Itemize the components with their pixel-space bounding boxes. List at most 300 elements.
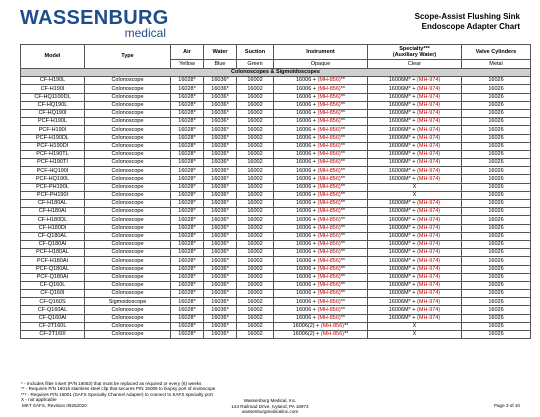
cell-type: Colonoscope [85,109,171,117]
col-header-specialty [368,45,462,60]
specialty-adapter-code: (MH-974) [417,200,441,207]
table-row [21,265,531,273]
col-header-water: Water [204,45,237,60]
cell-specialty [368,101,462,109]
instrument-part: 16006 + [295,77,318,84]
cell-type: Colonoscope [85,290,171,298]
instrument-part: 16006 + [295,224,318,231]
cell-valve: 16026 [462,175,531,183]
cell-type: Colonoscope [85,200,171,208]
specialty-part: 16006M* + [388,298,418,305]
cell-model: CF-Q160AI [21,314,85,322]
instrument-adapter-code: (MH-856) [317,298,341,305]
table-row [21,224,531,232]
cell-valve: 16026 [462,109,531,117]
cell-type: Sigmoidoscope [85,298,171,306]
cell-water: 16036* [204,126,237,134]
cell-suction: 16002 [237,183,274,191]
instrument-note-mark: ** [340,93,346,100]
cell-model: CF-Q180AI [21,240,85,248]
instrument-part: 16006 + [295,102,318,109]
specialty-part: 16006M* + [388,200,418,207]
cell-water: 16036* [204,150,237,158]
cell-instrument [274,109,368,117]
specialty-part: 16006M* + [388,118,418,125]
cell-valve: 16026 [462,322,531,330]
cell-specialty [368,183,462,191]
instrument-adapter-code: (MH-856) [317,175,341,182]
cell-valve: 16026 [462,85,531,93]
specialty-adapter-code: (MH-974) [417,208,441,215]
specialty-part: 16006M* + [388,224,418,231]
cell-type: Colonoscope [85,240,171,248]
cell-model: CF-H180AL [21,200,85,208]
cell-water: 16036* [204,134,237,142]
cell-air: 16028* [171,77,204,85]
cell-air: 16028* [171,126,204,134]
company-name: Wassenburg Medical, Inc. [243,398,297,403]
adapter-table [20,44,531,339]
cell-type: Colonoscope [85,126,171,134]
instrument-note-mark: ** [340,151,346,158]
cell-instrument [274,306,368,314]
specialty-adapter-code: (MH-974) [417,224,441,231]
instrument-note-mark: ** [340,159,346,166]
specialty-part: 16006M* + [388,241,418,248]
instrument-part: 16006(2) + [292,323,321,330]
instrument-adapter-code: (MH-856) [317,77,341,84]
cell-type: Colonoscope [85,175,171,183]
instrument-adapter-code: (MH-856) [317,183,341,190]
specialty-adapter-code: (MH-974) [417,159,441,166]
col-header-air: Air [171,45,204,60]
cell-suction: 16002 [237,167,274,175]
cell-water: 16036* [204,109,237,117]
cell-air: 16028* [171,240,204,248]
cell-air: 16028* [171,331,204,339]
cell-instrument [274,126,368,134]
instrument-part: 16006 + [295,134,318,141]
instrument-adapter-code: (MH-856) [317,151,341,158]
cell-suction: 16002 [237,126,274,134]
instrument-part: 16006 + [295,241,318,248]
instrument-part: 16006 + [295,208,318,215]
table-row [21,175,531,183]
cell-water: 16036* [204,281,237,289]
instrument-note-mark: ** [340,241,346,248]
instrument-adapter-code: (MH-856) [317,85,341,92]
table-row [21,240,531,248]
instrument-note-mark: ** [340,142,346,149]
instrument-part: 16006 + [295,159,318,166]
instrument-adapter-code: (MH-856) [317,126,341,133]
cell-air: 16028* [171,290,204,298]
company-website: wassenburgmedicalinc.com [241,409,299,414]
instrument-adapter-code: (MH-856) [317,273,341,280]
cell-type: Colonoscope [85,85,171,93]
cell-suction: 16002 [237,118,274,126]
instrument-adapter-code: (MH-856) [317,224,341,231]
cell-model: PCF-H190TI [21,159,85,167]
instrument-note-mark: ** [340,175,346,182]
cell-type: Colonoscope [85,159,171,167]
specialty-adapter-code: (MH-974) [417,142,441,149]
cell-specialty [368,265,462,273]
cell-suction: 16002 [237,150,274,158]
table-row [21,167,531,175]
table-row [21,216,531,224]
cell-specialty [368,200,462,208]
instrument-note-mark: ** [340,314,346,321]
cell-suction: 16002 [237,265,274,273]
cell-type: Colonoscope [85,93,171,101]
cell-air: 16028* [171,93,204,101]
cell-suction: 16002 [237,93,274,101]
instrument-part: 16006(2) + [292,331,321,338]
instrument-adapter-code: (MH-856) [320,323,345,330]
specialty-adapter-code: (MH-974) [417,167,441,174]
instrument-note-mark: ** [340,233,346,240]
cell-specialty [368,216,462,224]
cell-water: 16036* [204,142,237,150]
cell-instrument [274,257,368,265]
company-logo [20,8,170,39]
cell-specialty [368,298,462,306]
cell-suction: 16002 [237,159,274,167]
section-header-row [21,69,531,77]
cell-valve: 16026 [462,298,531,306]
cell-air: 16028* [171,142,204,150]
specialty-adapter-code: (MH-974) [417,306,441,313]
subheader-water: Blue [204,60,237,69]
cell-model: CF-H180DI [21,224,85,232]
not-applicable-mark: X [412,331,417,338]
cell-instrument [274,216,368,224]
cell-specialty [368,290,462,298]
cell-instrument [274,93,368,101]
page-title [415,12,520,32]
cell-specialty [368,224,462,232]
cell-valve: 16026 [462,167,531,175]
cell-water: 16036* [204,265,237,273]
instrument-part: 16006 + [295,282,318,289]
cell-air: 16028* [171,183,204,191]
cell-suction: 16002 [237,85,274,93]
instrument-note-mark: ** [340,110,346,117]
table-row [21,298,531,306]
instrument-note-mark: ** [340,290,346,297]
title-line-2: Endoscope Adapter Chart [421,22,520,31]
cell-air: 16028* [171,232,204,240]
cell-model: CF-Q160I [21,290,85,298]
cell-type: Colonoscope [85,224,171,232]
cell-type: Colonoscope [85,331,171,339]
cell-specialty [368,142,462,150]
instrument-adapter-code: (MH-856) [317,93,341,100]
cell-specialty [368,306,462,314]
instrument-part: 16006 + [295,273,318,280]
cell-instrument [274,134,368,142]
cell-specialty [368,257,462,265]
instrument-adapter-code: (MH-856) [317,241,341,248]
cell-water: 16036* [204,314,237,322]
cell-water: 16036* [204,232,237,240]
specialty-part: 16006M* + [388,265,418,272]
cell-specialty [368,167,462,175]
cell-model: CF-HQ190I [21,109,85,117]
cell-type: Colonoscope [85,265,171,273]
table-row [21,118,531,126]
footnote: ** - Requires P/N 16015 stainless steel clip that secures P/N 16006 to biopsy port of endoscope [21,386,216,392]
cell-specialty [368,249,462,257]
specialty-part: 16006M* + [388,110,418,117]
cell-model: PCF-H190L [21,118,85,126]
cell-suction: 16002 [237,216,274,224]
cell-air: 16028* [171,175,204,183]
cell-water: 16036* [204,85,237,93]
specialty-adapter-code: (MH-974) [417,126,441,133]
specialty-adapter-code: (MH-974) [417,265,441,272]
cell-air: 16028* [171,134,204,142]
cell-instrument [274,200,368,208]
instrument-note-mark: ** [340,224,346,231]
specialty-part: 16006M* + [388,159,418,166]
cell-suction: 16002 [237,257,274,265]
instrument-part: 16006 + [295,257,318,264]
specialty-title: Specialty*** [399,45,430,52]
table-row [21,208,531,216]
instrument-note-mark: ** [340,298,346,305]
cell-air: 16028* [171,265,204,273]
cell-water: 16036* [204,240,237,248]
cell-suction: 16002 [237,240,274,248]
instrument-adapter-code: (MH-856) [317,118,341,125]
instrument-part: 16006 + [295,167,318,174]
specialty-adapter-code: (MH-974) [417,118,441,125]
instrument-part: 16006 + [295,93,318,100]
footnote: X - not applicable [21,397,57,403]
cell-air: 16028* [171,281,204,289]
cell-specialty [368,126,462,134]
specialty-part: 16006M* + [388,175,418,182]
instrument-adapter-code: (MH-856) [317,314,341,321]
cell-specialty [368,134,462,142]
cell-valve: 16026 [462,224,531,232]
cell-model: CF-HQ1100DL [21,93,85,101]
instrument-adapter-code: (MH-856) [317,216,341,223]
subheader-valve: Metal [462,60,531,69]
table-row [21,93,531,101]
cell-instrument [274,273,368,281]
col-header-valve: Valve Cylinders [462,45,531,60]
cell-instrument [274,265,368,273]
instrument-adapter-code: (MH-856) [317,282,341,289]
company-address: 144 Railroad Drive, Ivyland, PA 18974 [231,403,309,409]
cell-air: 16028* [171,150,204,158]
cell-type: Colonoscope [85,183,171,191]
cell-model: PCF-H180AL [21,249,85,257]
cell-air: 16028* [171,159,204,167]
table-header-row [21,45,531,60]
cell-specialty [368,232,462,240]
cell-suction: 16002 [237,208,274,216]
cell-suction: 16002 [237,191,274,199]
page-number: Page 3 of 10 [493,403,520,408]
footnote: * - Includes filter insert (P/N 16053) that must be replaced as required or every (6) weeks [21,381,202,386]
instrument-adapter-code: (MH-856) [317,233,341,240]
cell-air: 16028* [171,200,204,208]
cell-water: 16036* [204,224,237,232]
specialty-adapter-code: (MH-974) [417,257,441,264]
cell-instrument [274,77,368,85]
subheader-instrument: Opaque [274,60,368,69]
cell-type: Colonoscope [85,281,171,289]
cell-air: 16028* [171,85,204,93]
cell-valve: 16026 [462,314,531,322]
cell-instrument [274,290,368,298]
cell-water: 16036* [204,191,237,199]
not-applicable-mark: X [412,323,417,330]
cell-model: PCF-HQ190L [21,175,85,183]
cell-air: 16028* [171,216,204,224]
cell-valve: 16026 [462,232,531,240]
instrument-note-mark: ** [340,183,346,190]
instrument-note-mark: ** [344,331,349,338]
cell-water: 16036* [204,290,237,298]
cell-model: PCF-H190I [21,126,85,134]
table-row [21,232,531,240]
specialty-part: 16006M* + [388,126,418,133]
cell-type: Colonoscope [85,167,171,175]
table-row [21,281,531,289]
cell-water: 16036* [204,118,237,126]
cell-specialty [368,77,462,85]
revision-label: MKT SAFS, Revision 09252020 [22,403,87,408]
cell-instrument [274,224,368,232]
specialty-adapter-code: (MH-974) [417,216,441,223]
table-row [21,290,531,298]
cell-water: 16036* [204,298,237,306]
cell-specialty [368,208,462,216]
cell-model: PCF-PH190L [21,183,85,191]
cell-air: 16028* [171,118,204,126]
cell-instrument [274,240,368,248]
section-title: Colonoscopes & Sigmoidoscopes [21,69,531,77]
cell-model: CF-Q160L [21,281,85,289]
instrument-part: 16006 + [295,183,318,190]
cell-water: 16036* [204,101,237,109]
specialty-adapter-code: (MH-974) [417,241,441,248]
specialty-adapter-code: (MH-974) [417,93,441,100]
cell-air: 16028* [171,249,204,257]
instrument-note-mark: ** [340,306,346,313]
instrument-adapter-code: (MH-856) [317,306,341,313]
cell-model: PCF-H190DL [21,134,85,142]
specialty-part: 16006M* + [388,216,418,223]
specialty-adapter-code: (MH-974) [417,249,441,256]
cell-model: PCF-H190TL [21,150,85,158]
table-row [21,331,531,339]
cell-valve: 16026 [462,290,531,298]
cell-model: CF-2T160L [21,322,85,330]
cell-model: CF-H180AI [21,208,85,216]
cell-instrument [274,85,368,93]
cell-valve: 16026 [462,331,531,339]
table-row [21,85,531,93]
cell-suction: 16002 [237,249,274,257]
specialty-adapter-code: (MH-974) [417,314,441,321]
table-row [21,200,531,208]
specialty-adapter-code: (MH-974) [417,134,441,141]
specialty-adapter-code: (MH-974) [417,77,441,84]
table-row [21,77,531,85]
specialty-part: 16006M* + [388,273,418,280]
cell-air: 16028* [171,101,204,109]
instrument-part: 16006 + [295,175,318,182]
instrument-note-mark: ** [340,85,346,92]
instrument-adapter-code: (MH-856) [317,110,341,117]
cell-water: 16036* [204,216,237,224]
cell-air: 16028* [171,298,204,306]
cell-water: 16036* [204,159,237,167]
cell-valve: 16026 [462,126,531,134]
specialty-adapter-code: (MH-974) [417,273,441,280]
cell-instrument [274,232,368,240]
cell-specialty [368,118,462,126]
cell-specialty [368,85,462,93]
table-row [21,191,531,199]
instrument-part: 16006 + [295,192,318,199]
cell-specialty [368,93,462,101]
instrument-adapter-code: (MH-856) [317,249,341,256]
col-header-instrument: Instrument [274,45,368,60]
specialty-adapter-code: (MH-974) [417,298,441,305]
instrument-adapter-code: (MH-856) [317,290,341,297]
specialty-part: 16006M* + [388,151,418,158]
specialty-part: 16006M* + [388,257,418,264]
cell-air: 16028* [171,314,204,322]
instrument-note-mark: ** [340,134,346,141]
table-row [21,159,531,167]
specialty-adapter-code: (MH-974) [417,110,441,117]
cell-instrument [274,167,368,175]
cell-specialty [368,314,462,322]
specialty-part: 16006M* + [388,167,418,174]
instrument-adapter-code: (MH-856) [317,167,341,174]
cell-type: Colonoscope [85,150,171,158]
cell-model: PCF-Q180AI [21,273,85,281]
instrument-part: 16006 + [295,126,318,133]
table-row [21,257,531,265]
cell-valve: 16026 [462,273,531,281]
table-row [21,134,531,142]
instrument-part: 16006 + [295,216,318,223]
specialty-subtitle: (Auxiliary Water) [392,52,437,58]
cell-suction: 16002 [237,273,274,281]
cell-instrument [274,331,368,339]
cell-instrument [274,142,368,150]
subheader-suction: Green [237,60,274,69]
cell-type: Colonoscope [85,142,171,150]
cell-suction: 16002 [237,200,274,208]
cell-air: 16028* [171,224,204,232]
col-header-model: Model [21,45,85,69]
cell-valve: 16026 [462,183,531,191]
cell-type: Colonoscope [85,101,171,109]
cell-instrument [274,159,368,167]
cell-specialty [368,273,462,281]
cell-type: Colonoscope [85,273,171,281]
